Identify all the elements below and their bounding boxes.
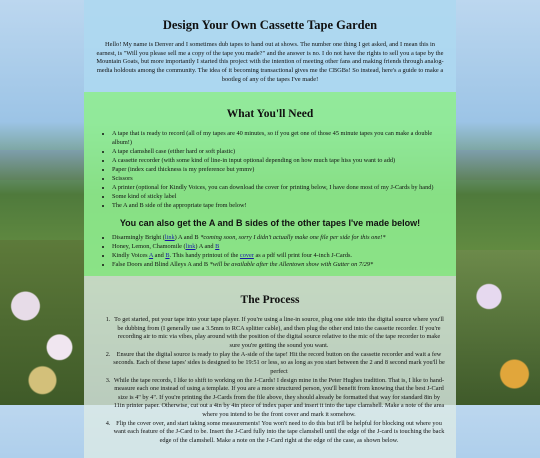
tape-name: Kindly Voices	[112, 252, 148, 260]
intro-paragraph: Hello! My name is Denver and I sometimes dub tapes to hand out at shows. The number one thing I get asked, and I mean this in earnest, is "Will you please sell me a copy of the tape you made?" and the answer is no. I do not have the rights to sell you a tape by the Mountain Goats, but more importantly I started this project with the intention of meeting other fans and making friends through analog-media holdouts among the community. The idea of it becoming transactional gives me the CBGBs! So instead, here's a guide to make a bootleg of any of the tapes I've made!	[96, 41, 444, 83]
cover-link[interactable]: cover	[239, 252, 254, 260]
tape-sides-text: A and	[198, 243, 214, 251]
needs-section	[84, 92, 456, 276]
page-title: Design Your Own Cassette Tape Garden	[162, 18, 378, 32]
list-item: • A tape that is ready to record (all of my tapes are 40 minutes, so if you get one of those 45 minute tapes you can make a double album!)	[112, 130, 446, 147]
tape-link[interactable]: link	[185, 243, 196, 251]
intro-section	[84, 0, 456, 92]
process-section	[84, 276, 456, 458]
tape-side-b-link[interactable]: B	[165, 252, 170, 260]
tape-note-2: as a pdf will print four 4-inch J-Cards.	[255, 252, 353, 260]
list-item: • The A and B side of the appropriate tape from below!	[112, 202, 446, 211]
tape-note: *coming soon, sorry I didn't actually make one file per side for this one!*	[200, 234, 386, 242]
list-item: • A printer (optional for Kindly Voices, you can download the cover for printing below, I have done most of my J-Cards by hand)	[112, 184, 446, 193]
tape-name: False Doors and Blind Alleys A and B	[112, 261, 209, 269]
tape-link[interactable]: link	[164, 234, 175, 242]
tape-sides-text: and	[154, 252, 164, 260]
needs-list	[94, 130, 446, 210]
list-item: • Scissors	[112, 175, 446, 184]
content-panel	[84, 0, 456, 444]
process-step: 1. To get started, put your tape into your tape player. If you're using a line-in source, plug one side into the digital source where you'll be dubbing from (I generally use a 3.5mm to RCA splitter cable), and then plug the other end into the cassette recorder. If you're recording air to mic via vibes, play around with the position of the digital source relative to the mic of the tape recorder to make sure you're getting the sound you want.	[112, 316, 446, 350]
tape-side-b-link[interactable]: B	[215, 243, 220, 251]
tape-item: • Honey, Lemon, Chamomile (link) A and B	[112, 243, 446, 252]
process-step: 4. Flip the cover over, and start taking some measurements! You won't need to do this but it'll be helpful for blocking out where you want each feature of the J-Card to be. Insert the J-Card fully into the tape clamshell until the edge of the J-card is touching the back edge of the clamshell. Make a note on the J-Card right at the edge of the case, as shown below.	[112, 420, 446, 446]
process-step: 3. While the tape records, I like to shift to working on the J-Cards! I design mine in the Peter Hughes tradition. That is, I like to hand-measure each one instead of using a template. If you are a more structured person, you'll benefit from knowing that the best J-Card size is 4" by 4". If you're printing the J-Cards from the file above, they should already be formatted that way for standard 8in by 11in printer paper. Otherwise, cut out a 4in by 4in piece of index paper and insert it into the tape clamshell. Make a note of the area where you intend to be the front cover and mark it somehow.	[112, 377, 446, 420]
tape-item: • Disarmingly Bright (link) A and B *coming soon, sorry I didn't actually make one file per side for this one!*	[112, 234, 446, 243]
list-item: • Paper (index card thickness is my preference but ymmv)	[112, 166, 446, 175]
tape-name: Disarmingly Bright	[112, 234, 162, 242]
tape-item	[112, 261, 446, 270]
tape-sides-text: A and	[177, 234, 193, 242]
background-garden-left	[0, 240, 85, 405]
tape-name: Honey, Lemon, Chamomile	[112, 243, 182, 251]
process-steps	[94, 316, 446, 445]
tape-side-b-text: B	[194, 234, 199, 242]
tape-note: *will be available after the Allentown show with Gutter on 7/29*	[209, 261, 374, 269]
tape-side-a-link[interactable]: A	[148, 252, 154, 260]
tape-note: . This handy printout of the	[169, 252, 239, 260]
list-item: • A cassette recorder (with some kind of line-in input optional depending on how much tape hiss you want to add)	[112, 157, 446, 166]
tapes-list	[94, 234, 446, 270]
background-garden-right	[455, 250, 540, 405]
process-step: 2. Ensure that the digital source is ready to play the A-side of the tape! Hit the record button on the cassette recorder and wait a few seconds. Each of these tapes' sides is designed to be 19:51 or less, so as long as you start between the 2 and 8 second mark you'll be perfect	[112, 351, 446, 377]
list-item: • A tape clamshell case (either hard or soft plastic)	[112, 148, 446, 157]
tape-item	[112, 252, 446, 261]
needs-heading: What You'll Need	[226, 108, 314, 121]
tapes-heading: You can also get the A and B sides of the other tapes I've made below!	[119, 218, 421, 229]
process-heading: The Process	[240, 294, 300, 307]
list-item: • Some kind of sticky label	[112, 193, 446, 202]
